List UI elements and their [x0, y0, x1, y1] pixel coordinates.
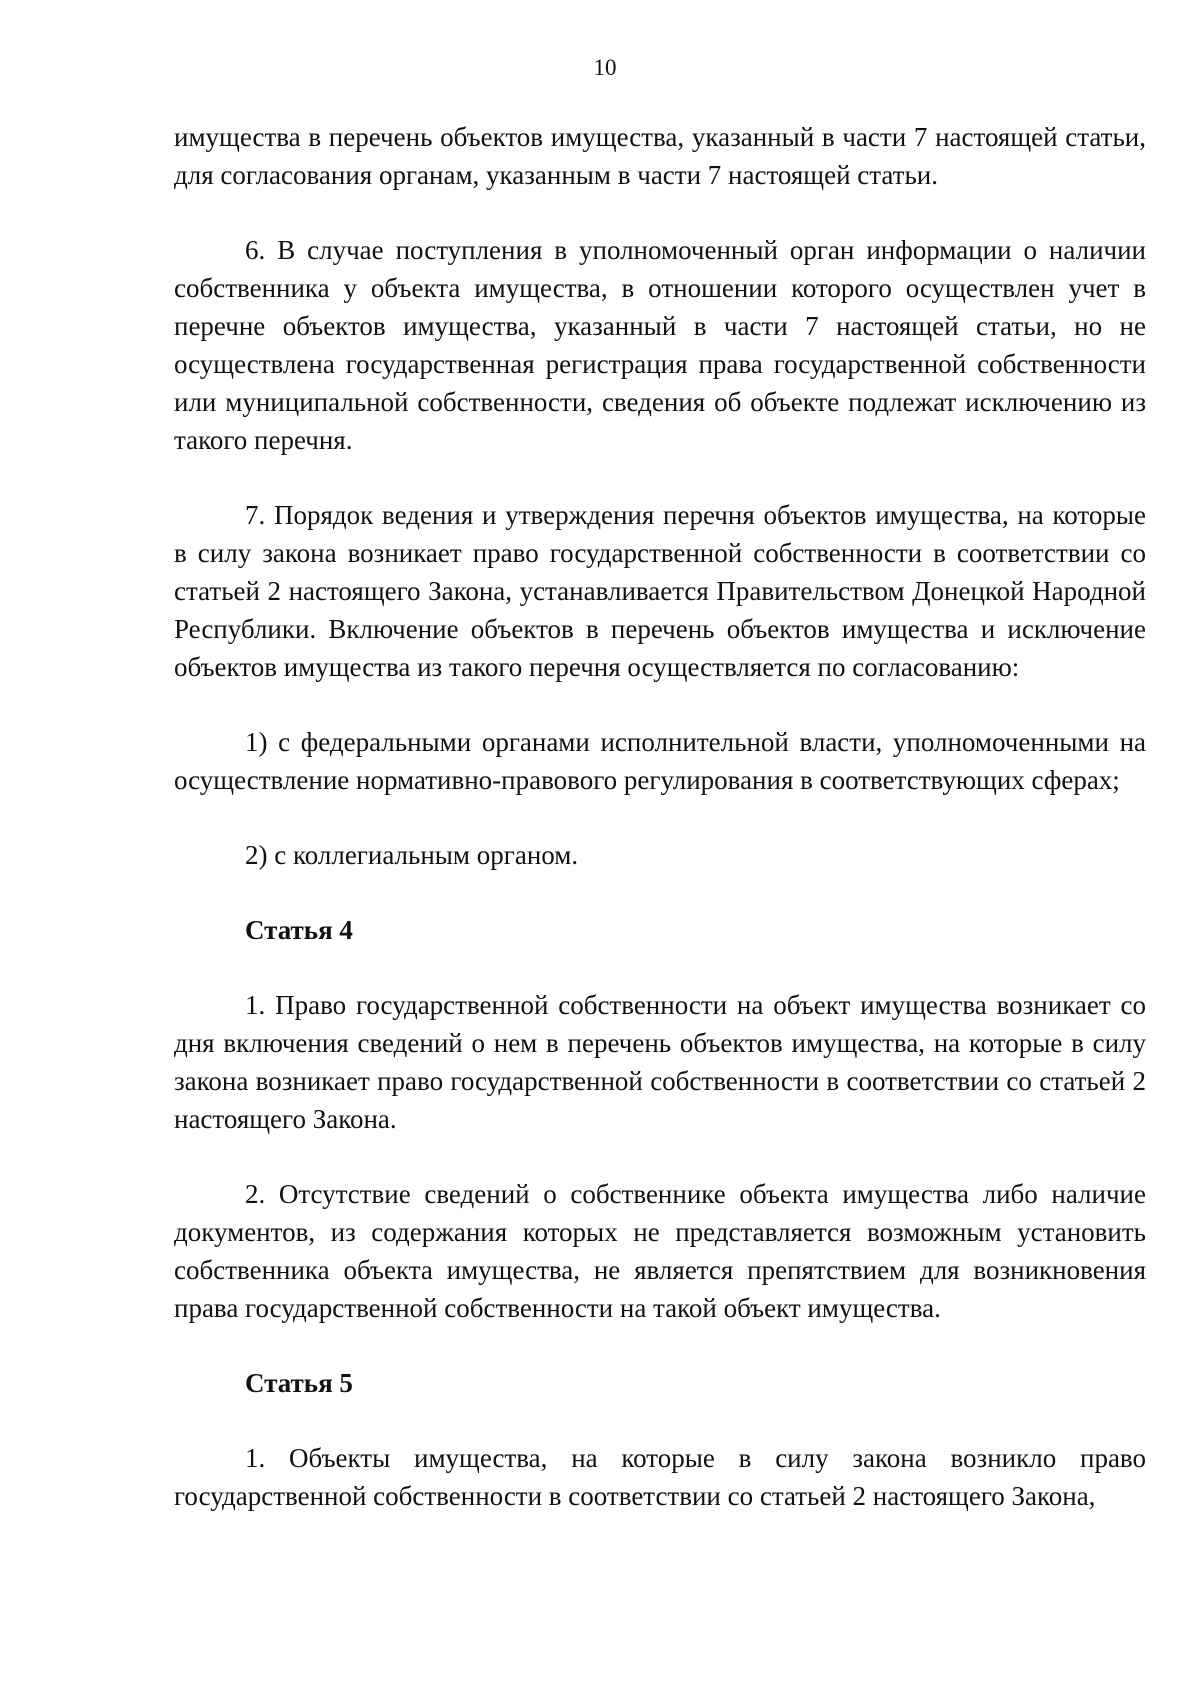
article-4-paragraph-1: 1. Право государственной собственности на объект имущества возникает со дня включения сведений о нем в перечень объектов имущества, на которые в силу закона возникает право государственной собственности в соответствии со статьей 2 настоящего Закона. — [174, 990, 1146, 1134]
paragraph-subitem-2: 2) с коллегиальным органом. — [245, 840, 579, 870]
document-body — [174, 118, 1146, 1515]
paragraph-item-6: 6. В случае поступления в уполномоченный орган информации о наличии собственника у объекта имущества, в отношении которого осуществлен учет в перечне объектов имущества, указанный в части 7 настоящей статьи, но не осуществлена государственная регистрация права государственной собственности или муниципальной собственности, сведения об объекте подлежат исключению из такого перечня. — [174, 235, 1146, 455]
paragraph-continuation: имущества в перечень объектов имущества, указанный в части 7 настоящей статьи, для согласования органам, указанным в части 7 настоящей статьи. — [174, 122, 1146, 190]
article-5-paragraph-1: 1. Объекты имущества, на которые в силу закона возникло право государственной собственности в соответствии со статьей 2 настоящего Закона, — [174, 1443, 1146, 1511]
paragraph-subitem-1: 1) с федеральными органами исполнительной власти, уполномоченными на осуществление нормативно-правового регулирования в соответствующих сферах; — [174, 727, 1146, 795]
article-5-heading: Статья 5 — [245, 1368, 353, 1398]
article-4-heading: Статья 4 — [245, 915, 353, 945]
article-4-paragraph-2: 2. Отсутствие сведений о собственнике объекта имущества либо наличие документов, из содержания которых не представляется возможным установить собственника объекта имущества, не является препятствием для возникновения права государственной собственности на такой объект имущества. — [174, 1179, 1146, 1323]
paragraph-item-7: 7. Порядок ведения и утверждения перечня объектов имущества, на которые в силу закона возникает право государственной собственности в соответствии со статьей 2 настоящего Закона, устанавливается Правительством Донецкой Народной Республики. Включение объектов в перечень объектов имущества и исключение объектов имущества из такого перечня осуществляется по согласованию: — [174, 500, 1146, 682]
page-number: 10 — [593, 55, 617, 80]
